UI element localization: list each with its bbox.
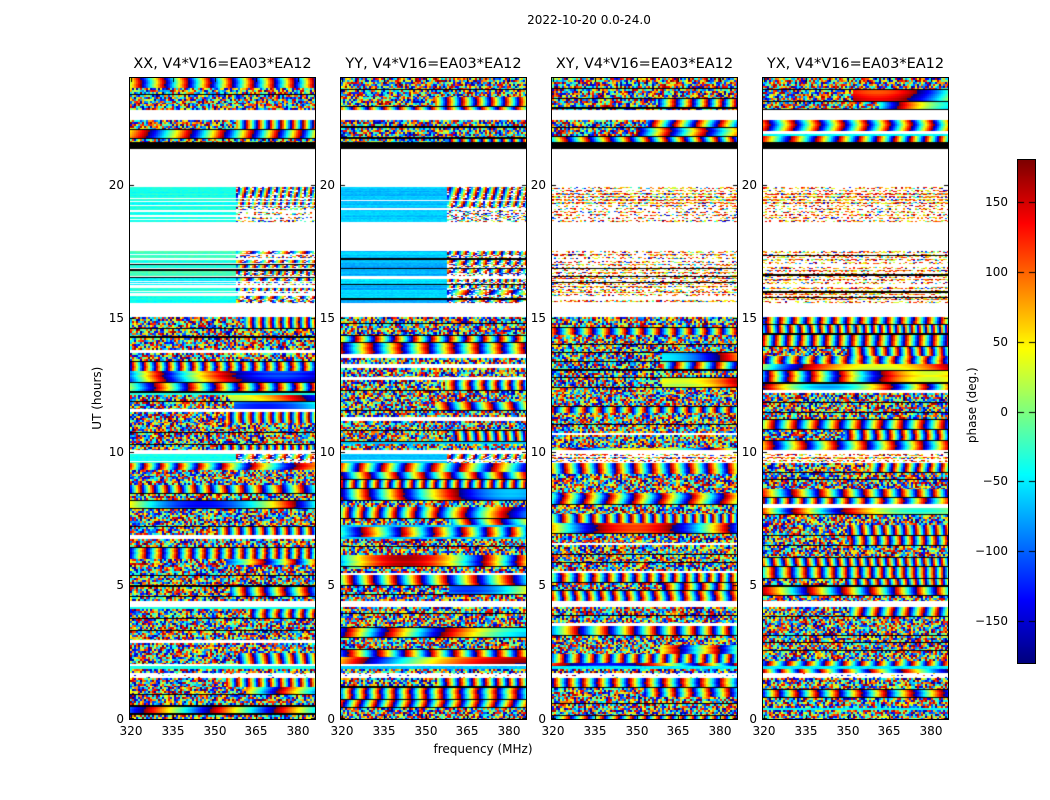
y-tick-label: 20 bbox=[108, 178, 124, 192]
colorbar bbox=[1018, 160, 1035, 663]
x-tick-label: 365 bbox=[877, 724, 901, 738]
colorbar-tick-label: −50 bbox=[982, 474, 1008, 488]
panel-title-xx: XX, V4*V16=EA03*EA12 bbox=[133, 56, 312, 72]
y-tick-label: 0 bbox=[327, 712, 335, 726]
panel-title-yy: YY, V4*V16=EA03*EA12 bbox=[345, 56, 522, 72]
x-tick-label: 320 bbox=[752, 724, 776, 738]
y-tick-label: 5 bbox=[538, 578, 546, 592]
panel-yx bbox=[741, 56, 948, 738]
y-tick-label: 15 bbox=[319, 311, 335, 325]
colorbar-label: phase (deg.) bbox=[964, 367, 979, 444]
y-tick-label: 0 bbox=[749, 712, 757, 726]
x-tick-label: 335 bbox=[794, 724, 818, 738]
panel-title-yx: YX, V4*V16=EA03*EA12 bbox=[766, 56, 945, 72]
y-tick-label: 15 bbox=[741, 311, 757, 325]
y-tick-label: 10 bbox=[741, 445, 757, 459]
colorbar-tick-label: 100 bbox=[985, 265, 1008, 279]
x-tick-label: 350 bbox=[414, 724, 438, 738]
x-tick-label: 365 bbox=[455, 724, 479, 738]
panel-xx bbox=[108, 56, 315, 738]
colorbar-tick-label: 50 bbox=[992, 335, 1008, 349]
y-tick-label: 5 bbox=[116, 578, 124, 592]
x-axis-label: frequency (MHz) bbox=[433, 742, 533, 756]
panel-xy bbox=[530, 56, 737, 738]
x-tick-label: 350 bbox=[203, 724, 227, 738]
x-tick-label: 380 bbox=[919, 724, 943, 738]
y-tick-label: 0 bbox=[538, 712, 546, 726]
colorbar-tick-label: −100 bbox=[975, 544, 1008, 558]
colorbar-tick-label: 150 bbox=[985, 195, 1008, 209]
y-axis-label: UT (hours) bbox=[89, 366, 104, 430]
y-tick-label: 0 bbox=[116, 712, 124, 726]
x-tick-label: 380 bbox=[286, 724, 310, 738]
y-tick-label: 10 bbox=[530, 445, 546, 459]
y-tick-label: 5 bbox=[749, 578, 757, 592]
heatmap-canvas-xy bbox=[551, 77, 738, 720]
x-tick-label: 320 bbox=[541, 724, 565, 738]
y-tick-label: 10 bbox=[108, 445, 124, 459]
y-tick-label: 15 bbox=[530, 311, 546, 325]
heatmap-canvas-yy bbox=[340, 77, 527, 720]
x-tick-label: 380 bbox=[497, 724, 521, 738]
y-tick-label: 20 bbox=[319, 178, 335, 192]
panel-title-xy: XY, V4*V16=EA03*EA12 bbox=[555, 56, 734, 72]
x-tick-label: 320 bbox=[119, 724, 143, 738]
y-tick-label: 20 bbox=[741, 178, 757, 192]
x-tick-label: 380 bbox=[708, 724, 732, 738]
y-tick-label: 10 bbox=[319, 445, 335, 459]
heatmap-canvas-xx bbox=[129, 77, 316, 720]
panel-yy bbox=[319, 56, 526, 738]
colorbar-tick-label: −150 bbox=[975, 614, 1008, 628]
x-tick-label: 365 bbox=[666, 724, 690, 738]
x-tick-label: 350 bbox=[836, 724, 860, 738]
x-tick-label: 320 bbox=[330, 724, 354, 738]
figure-title: 2022-10-20 0.0-24.0 bbox=[527, 13, 651, 27]
colorbar-tick-label: 0 bbox=[1000, 405, 1008, 419]
x-tick-label: 365 bbox=[244, 724, 268, 738]
x-tick-label: 350 bbox=[625, 724, 649, 738]
y-tick-label: 5 bbox=[327, 578, 335, 592]
x-tick-label: 335 bbox=[161, 724, 185, 738]
y-tick-label: 20 bbox=[530, 178, 546, 192]
colorbar-canvas bbox=[1017, 159, 1036, 664]
x-tick-label: 335 bbox=[372, 724, 396, 738]
heatmap-canvas-yx bbox=[762, 77, 949, 720]
y-tick-label: 15 bbox=[108, 311, 124, 325]
x-tick-label: 335 bbox=[583, 724, 607, 738]
